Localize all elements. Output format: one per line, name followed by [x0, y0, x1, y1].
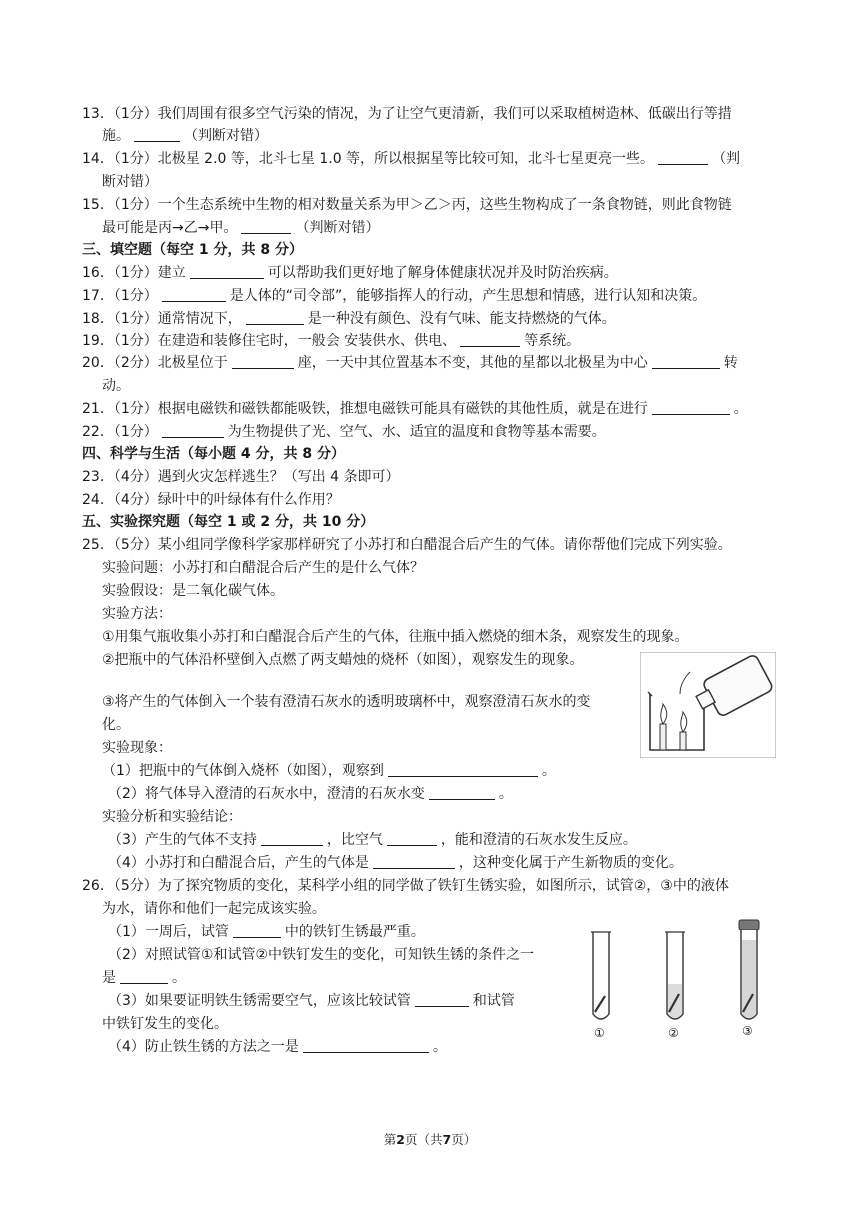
q15-line2	[102, 218, 802, 238]
answer-blank[interactable]	[261, 831, 323, 846]
q20-text-wrap: 动。	[102, 378, 130, 394]
total-pages: 7	[442, 1132, 452, 1147]
q25-p2-end: 。	[498, 786, 513, 802]
answer-blank[interactable]	[246, 310, 304, 325]
q25-phenomenon-1	[102, 761, 802, 781]
q20-line1	[82, 353, 782, 373]
answer-blank[interactable]	[190, 264, 264, 279]
tube-label-3: ③	[742, 1024, 753, 1038]
test-tube-3	[739, 920, 759, 1019]
answer-blank[interactable]	[652, 354, 720, 369]
q17	[82, 286, 782, 306]
answer-blank[interactable]	[120, 969, 168, 984]
q18-text: 18．（1分）通常情况下，	[82, 311, 242, 327]
q26-p1-end: 中的铁钉生锈最严重。	[284, 924, 425, 940]
footer-text: 第	[383, 1132, 397, 1147]
answer-blank[interactable]	[429, 785, 495, 800]
q25-method-2: ②把瓶中的气体沿杯壁倒入点燃了两支蜡烛的烧杯（如图），观察发生的现象。	[102, 652, 584, 668]
footer-text: 页（共	[404, 1132, 443, 1147]
q13-text: 13．（1分）我们周围有很多空气污染的情况，为了让空气更清新，我们可以采取植树造林、低碳出行等措	[82, 106, 732, 122]
answer-blank[interactable]	[162, 287, 226, 302]
test-tube-2	[665, 932, 685, 1019]
section-4-heading: 四、科学与生活（每小题 4 分，共 8 分）	[82, 446, 345, 462]
q26-stem: 26．（5分）为了探究物质的变化，某科学小组的同学做了铁钉生锈实验，如图所示，试管②，③中的液体	[82, 878, 729, 894]
answer-blank[interactable]	[373, 854, 455, 869]
q13-line1	[82, 104, 782, 124]
q26-part-2: （2）对照试管①和试管②中铁钉发生的变化，可知铁生锈的条件之一	[108, 947, 535, 963]
tube-label-1: ①	[594, 1026, 605, 1040]
q22-text-cont: 为生物提供了光、空气、水、适宜的温度和食物等基本需要。	[227, 424, 606, 440]
q14-line1	[82, 149, 782, 169]
answer-blank[interactable]	[415, 992, 469, 1007]
q18	[82, 309, 782, 329]
q25-conclusion-4	[108, 853, 808, 873]
answer-blank[interactable]	[303, 1038, 429, 1053]
q13-line2	[102, 126, 802, 146]
q25-p2-text: （2）将气体导入澄清的石灰水中，澄清的石灰水变	[108, 786, 425, 802]
page-number: 2	[396, 1132, 405, 1147]
q25-problem: 实验问题：小苏打和白醋混合后产生的是什么气体？	[102, 560, 424, 576]
q26-p2-text: 是	[102, 970, 116, 986]
section-5-heading: 五、实验探究题（每空 1 或 2 分，共 10 分）	[82, 514, 375, 530]
q26-part-3-cont: 中铁钉发生的变化。	[102, 1016, 228, 1032]
q25-stem: 25．（5分）某小组同学像科学家那样研究了小苏打和白醋混合后产生的气体。请你帮他们完成下列实验。	[82, 537, 732, 553]
q19-text: 19．（1分）在建造和装修住宅时，一般会 安装供水、供电、	[82, 333, 457, 349]
q15-text: 15．（1分）一个生态系统中生物的相对数量关系为甲＞乙＞丙，这些生物构成了一条食物链，则此食物链	[82, 197, 732, 213]
q25-analysis-label: 实验分析和实验结论：	[102, 809, 242, 825]
answer-blank[interactable]	[652, 400, 730, 415]
candle-beaker-figure	[640, 652, 776, 758]
q14-text: 14．（1分）北极星 2.0 等，北斗七星 1.0 等，所以根据星等比较可知，北斗七星更亮一些。	[82, 151, 655, 167]
q22-text: 22．（1分）	[82, 424, 158, 440]
section-3-heading: 三、填空题（每空 1 分，共 8 分）	[82, 242, 303, 258]
test-tube-1	[591, 932, 611, 1019]
q25-p4-text: （4）小苏打和白醋混合后，产生的气体是	[108, 855, 369, 871]
q20-text: 20．（2分）北极星位于	[82, 355, 228, 371]
q25-p3-text: （3）产生的气体不支持	[108, 832, 257, 848]
q14-line2	[102, 172, 802, 192]
q13-text-cont: 施。	[102, 128, 130, 144]
q15-line1	[82, 195, 782, 215]
q20-text-end: 转	[723, 355, 738, 371]
answer-blank[interactable]	[134, 127, 180, 142]
answer-blank[interactable]	[232, 354, 294, 369]
q25-phenomenon-label: 实验现象：	[102, 740, 172, 756]
q22	[82, 422, 782, 442]
q16-text-cont: 可以帮助我们更好地了解身体健康状况并及时防治疾病。	[267, 265, 618, 281]
q20-line2	[102, 376, 802, 396]
footer-text: 页）	[451, 1132, 477, 1147]
answer-blank[interactable]	[387, 831, 437, 846]
q25-conclusion-3	[108, 830, 808, 850]
answer-blank[interactable]	[233, 923, 281, 938]
q21	[82, 399, 782, 419]
q14-hint-cont: 断对错）	[102, 174, 158, 190]
q26-p1-text: （1）一周后，试管	[108, 924, 229, 940]
q16-text: 16．（1分）建立	[82, 265, 186, 281]
q25-p1-text: （1）把瓶中的气体倒入烧杯（如图），观察到	[102, 763, 384, 779]
q26-p2-end: 。	[172, 970, 186, 986]
q26-p4-text: （4）防止铁生锈的方法之一是	[108, 1039, 299, 1055]
q25-p3-text-cont: ，比空气	[326, 832, 383, 848]
page-footer	[0, 1130, 860, 1148]
answer-blank[interactable]	[241, 219, 291, 234]
q17-text: 17．（1分）	[82, 288, 158, 304]
q24: 24．（4分）绿叶中的叶绿体有什么作用？	[82, 492, 340, 508]
q25-p3-end: ，能和澄清的石灰水发生反应。	[440, 832, 637, 848]
q19-text-cont: 等系统。	[524, 333, 581, 349]
answer-blank[interactable]	[460, 332, 520, 347]
q25-method-3: ③将产生的气体倒入一个装有澄清石灰水的透明玻璃杯中，观察澄清石灰水的变	[102, 694, 591, 710]
q20-text-cont: 座，一天中其位置基本不变，其他的星都以北极星为中心	[297, 355, 648, 371]
q21-text-end: 。	[733, 401, 748, 417]
q25-phenomenon-2	[108, 784, 808, 804]
q18-text-cont: 是一种没有颜色、没有气味、能支持燃烧的气体。	[307, 311, 616, 327]
q15-hint: （判断对错）	[295, 220, 380, 236]
q15-text-cont: 最可能是丙→乙→甲。	[102, 220, 238, 236]
q13-hint: （判断对错）	[184, 128, 268, 144]
q23: 23．（4分）遇到火灾怎样逃生？（写出 4 条即可）	[82, 469, 400, 485]
answer-blank[interactable]	[658, 150, 708, 165]
q19	[82, 331, 782, 351]
q25-p4-end: ，这种变化属于产生新物质的变化。	[458, 855, 683, 871]
q26-p3-text-cont: 和试管	[472, 993, 515, 1009]
q25-method-3-cont: 化。	[102, 717, 130, 733]
q17-text-cont: 是人体的“司令部”，能够指挥人的行动，产生思想和情感，进行认知和决策。	[229, 288, 707, 304]
answer-blank[interactable]	[162, 423, 224, 438]
q21-text: 21．（1分）根据电磁铁和磁铁都能吸铁，推想电磁铁可能具有磁铁的其他性质，就是在进行	[82, 401, 648, 417]
answer-blank[interactable]	[388, 762, 538, 777]
q14-hint: （判	[712, 151, 741, 167]
q25-p1-end: 。	[541, 763, 556, 779]
q25-method-label: 实验方法：	[102, 606, 172, 622]
q26-p4-end: 。	[432, 1039, 447, 1055]
tube-label-2: ②	[668, 1026, 679, 1040]
q25-hypothesis: 实验假设：是二氧化碳气体。	[102, 583, 284, 599]
q25-method-1: ①用集气瓶收集小苏打和白醋混合后产生的气体，往瓶中插入燃烧的细木条，观察发生的现象。	[102, 629, 689, 645]
q16	[82, 263, 782, 283]
q26-p3-text: （3）如果要证明铁生锈需要空气，应该比较试管	[108, 993, 411, 1009]
q26-stem-cont: 为水，请你和他们一起完成该实验。	[102, 901, 326, 917]
